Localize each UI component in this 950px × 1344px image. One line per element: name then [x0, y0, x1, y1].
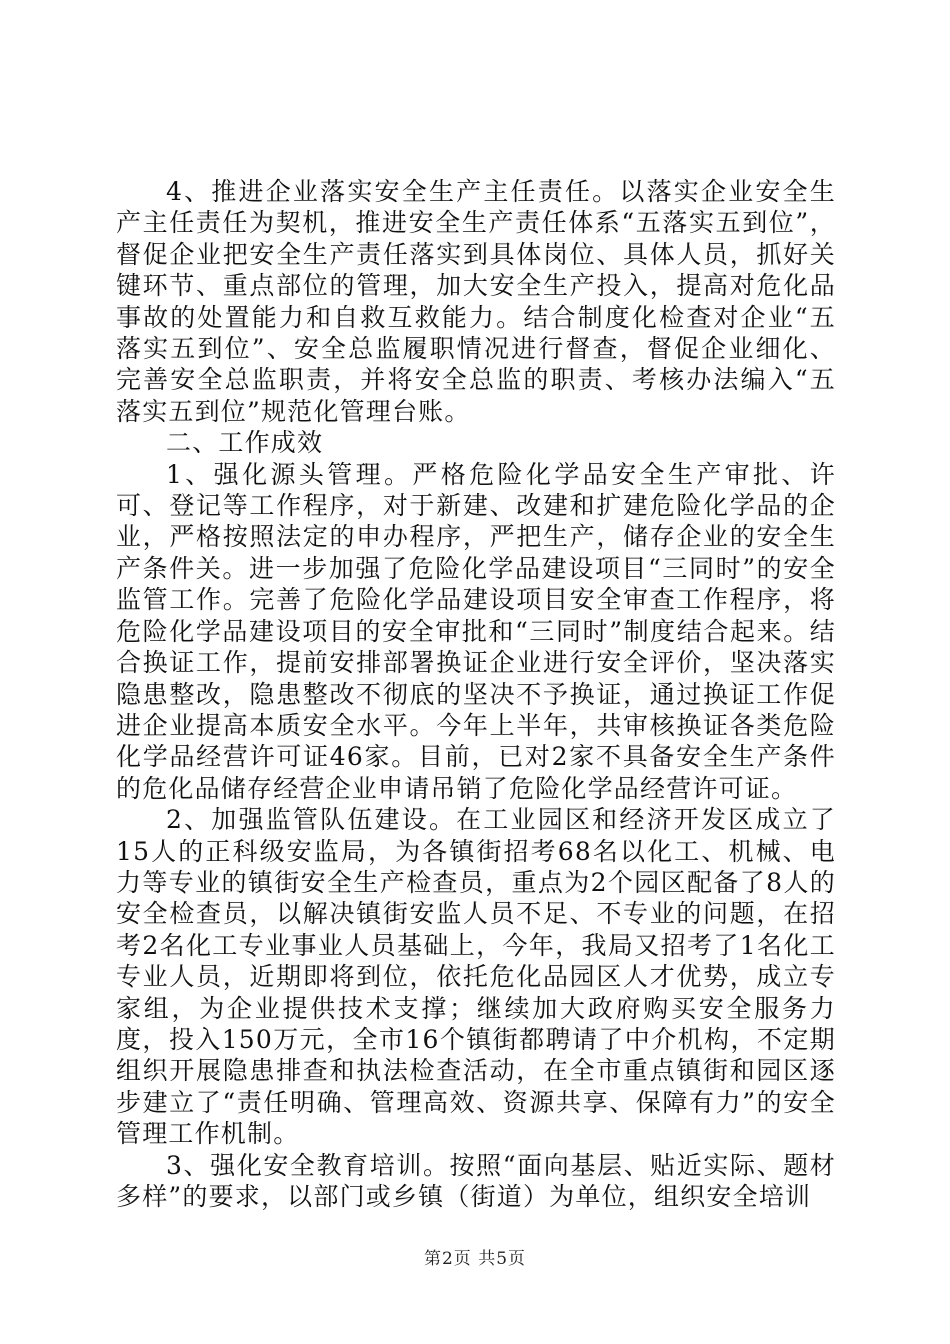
section-heading-work-results: 二、工作成效	[166, 428, 324, 458]
paragraph-item-3: 3、强化安全教育培训。按照“面向基层、贴近实际、题材多样”的要求，以部门或乡镇（街道）为单位，组织安全培训	[116, 1150, 836, 1211]
paragraph-item-2: 2、加强监管队伍建设。在工业园区和经济开发区成立了15人的正科级安监局，为各镇街招考68名以化工、机械、电力等专业的镇街安全生产检查员，重点为2个园区配备了8人的安全检查员，以解决镇街安监人员不足、不专业的问题，在招考2名化工专业事业人员基础上，今年，我局又招考了1名化工专业人员，近期即将到位，依托危化品园区人才优势，成立专家组，为企业提供技术支撑；继续加大政府购买安全服务力度，投入150万元，全市16个镇街都聘请了中介机构，不定期组织开展隐患排查和执法检查活动，在全市重点镇街和园区逐步建立了“责任明确、管理高效、资源共享、保障有力”的安全管理工作机制。	[116, 805, 836, 1149]
paragraph-item-1: 1、强化源头管理。严格危险化学品安全生产审批、许可、登记等工作程序，对于新建、改建和扩建危险化学品的企业，严格按照法定的申办程序，严把生产，储存企业的安全生产条件关。进一步加强了危险化学品建设项目“三同时”的安全监管工作。完善了危险化学品建设项目安全审查工作程序，将危险化学品建设项目的安全审批和“三同时”制度结合起来。结合换证工作，提前安排部署换证企业进行安全评价，坚决落实隐患整改，隐患整改不彻底的坚决不予换证，通过换证工作促进企业提高本质安全水平。今年上半年，共审核换证各类危险化学品经营许可证46家。目前，已对2家不具备安全生产条件的危化品储存经营企业申请吊销了危险化学品经营许可证。	[116, 459, 836, 803]
paragraph-item-4: 4、推进企业落实安全生产主任责任。以落实企业安全生产主任责任为契机，推进安全生产责任体系“五落实五到位”，督促企业把安全生产责任落实到具体岗位、具体人员，抓好关键环节、重点部位的管理，加大安全生产投入，提高对危化品事故的处置能力和自救互救能力。结合制度化检查对企业“五落实五到位”、安全总监履职情况进行督查，督促企业细化、完善安全总监职责，并将安全总监的职责、考核办法编入“五落实五到位”规范化管理台账。	[116, 177, 836, 426]
page-footer: 第2页 共5页	[423, 1249, 527, 1269]
document-body	[116, 176, 836, 1212]
